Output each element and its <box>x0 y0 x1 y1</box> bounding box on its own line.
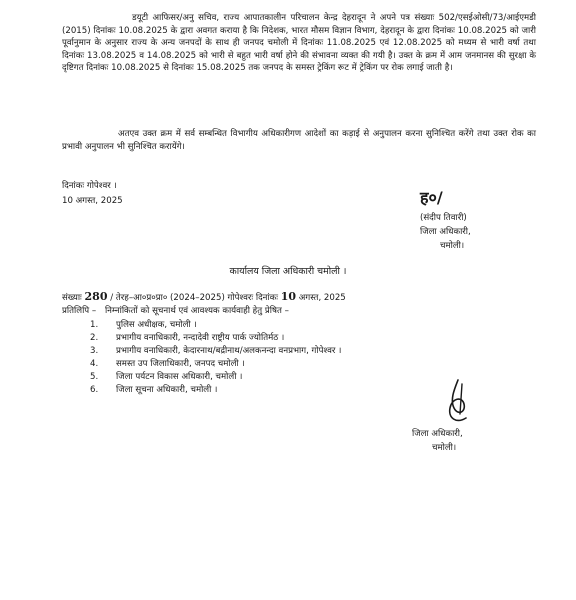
signatory-2-designation: जिला अधिकारी, <box>412 429 463 439</box>
list-item <box>90 345 341 358</box>
body-paragraph-2: अतएव उक्त क्रम में सर्व सम्बन्धित विभागीय अधिकारीगण आदेशों का कड़ाई से अनुपालन करना सुनिश्चित करेंगे तथा उक्त रोक का प्रभावी अनुपालन भी सुनिश्चित करायेंगे। <box>62 129 536 152</box>
reference-number: 280 <box>84 290 108 303</box>
reference-line <box>62 291 346 304</box>
body-paragraph-1: डयूटी आफिसर/अनु सचिव, राज्य आपातकालीन परिचालन केन्द्र देहरादून ने अपने पत्र संख्याः 502/एसईओसी/73/आईएमडी (2015) दिनांकः 10.08.2025 के द्वारा अवगत कराया है कि निदेशक, भारत मौसम विज्ञान विभाग, देहरादून के द्वारा दिनांकः 10.08.2025 को जारी पूर्वानुमान के अनुसार राज्य के अन्य जनपदों के साथ ही जनपद चमोली में दिनांकः 11.08.2025 एवं 12.08.2025 को मध्यम से भारी वर्षा तथा दिनांकः 13.08.2025 व 14.08.2025 को भारी से बहुत भारी वर्षा होने की संभावना व्यक्त की गयी है। उक्त के क्रम में आम जनमानस की सुरक्षा के दृष्टिगत दिनांकः 10.08.2025 से दिनांकः 15.08.2025 तक जनपद के समस्त ट्रेकिंग रूट में ट्रेकिंग पर रोक लगाई जाती है। <box>62 13 536 74</box>
copy-intro-label: प्रतिलिपि – <box>62 306 97 316</box>
list-item-number: 3. <box>90 346 99 356</box>
list-item-number: 1. <box>90 320 99 330</box>
list-item-text: पुलिस अधीक्षक, चमोली । <box>116 320 197 330</box>
list-item-text: समस्त उप जिलाधिकारी, जनपद चमोली । <box>116 359 245 369</box>
list-item-number: 6. <box>90 385 99 395</box>
list-item-text: प्रभागीय वनाधिकारी, केदारनाथ/बद्रीनाथ/अलकनन्दा वनप्रभाग, गोपेश्वर । <box>116 346 342 356</box>
copy-intro-text: निम्नांकितों को सूचनार्थ एवं आवश्यक कार्यवाही हेतु प्रेषित – <box>104 306 289 316</box>
list-item <box>90 358 341 371</box>
place-line: दिनांकः गोपेश्वर । <box>62 181 117 191</box>
list-item-number: 5. <box>90 372 99 382</box>
signatory-designation: जिला अधिकारी, <box>420 227 471 237</box>
reference-month-year: अगस्त, 2025 <box>298 293 346 303</box>
list-item-number: 4. <box>90 359 99 369</box>
list-item-text: प्रभागीय वनाधिकारी, नन्दादेवी राष्ट्रीय पार्क ज्योतिर्मठ । <box>116 333 285 343</box>
list-item <box>90 384 341 397</box>
handwritten-signature <box>440 378 480 426</box>
list-item <box>90 332 341 345</box>
signatory-district: चमोली। <box>440 241 465 251</box>
list-item-text: जिला सूचना अधिकारी, चमोली । <box>116 385 218 395</box>
reference-rest: / तेरह–आ०प्र०प्रा० (2024–2025) गोपेश्वरः दिनांकः <box>110 293 279 303</box>
list-item-text: जिला पर्यटन विकास अधिकारी, चमोली । <box>116 372 243 382</box>
list-item <box>90 319 341 332</box>
list-item <box>90 371 341 384</box>
reference-prefix: संख्याः <box>62 293 82 303</box>
signatory-name: (संदीप तिवारी) <box>420 213 467 223</box>
reference-day: 10 <box>280 290 297 303</box>
copy-recipient-list <box>90 319 341 397</box>
office-heading: कार्यालय जिला अधिकारी चमोली । <box>229 266 347 277</box>
signatory-2-district: चमोली। <box>432 443 457 453</box>
signature-mark: ह०/ <box>420 188 443 207</box>
copy-intro <box>62 305 289 317</box>
list-item-number: 2. <box>90 333 99 343</box>
date-line: 10 अगस्त, 2025 <box>62 196 123 206</box>
